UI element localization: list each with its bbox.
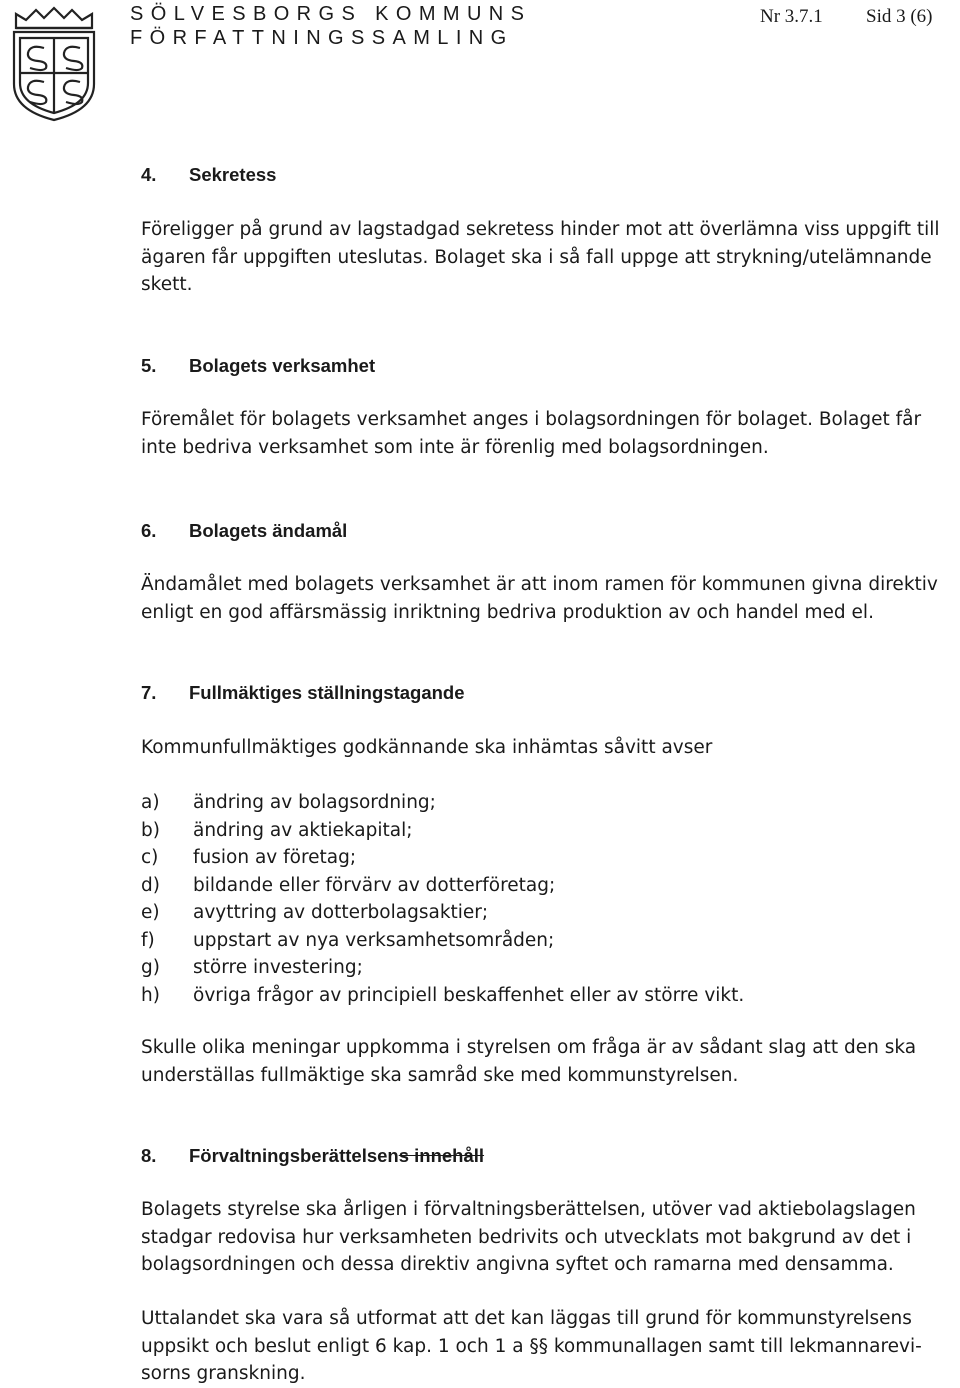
header-org-line1: SÖLVESBORGS KOMMUNS [130,3,532,25]
list-item [141,817,744,845]
list-item-letter: d) [141,874,160,896]
list-item [141,927,744,955]
paragraph-line: Föremålet för bolagets verksamhet anges i bolagsordningen för bolaget. Bolaget får [141,409,922,430]
list-item-letter: b) [141,819,160,841]
list-item-letter: f) [141,929,155,951]
paragraph-line: Skulle olika meningar uppkomma i styrelsen om fråga är av sådant slag att den ska [141,1037,917,1058]
list-item [141,789,744,817]
section-title: Bolagets verksamhet [189,355,376,376]
section-4-heading [141,164,276,186]
paragraph-line: bolagsordningen och dessa direktiv angivna syftet och ramarna med densamma. [141,1254,894,1275]
section-4-paragraph [141,216,940,299]
section-6-heading [141,520,347,542]
paragraph-line: Bolagets styrelse ska årligen i förvaltningsberättelsen, utöver vad aktiebolagslagen [141,1199,916,1220]
section-8-heading [141,1145,484,1167]
section-title: Bolagets ändamål [189,520,348,541]
list-item-text: uppstart av nya verksamhetsområden; [193,929,555,951]
section-title-struck: s innehåll [398,1145,485,1166]
section-number: 6. [141,520,157,541]
paragraph-line: Föreligger på grund av lagstadgad sekretess hinder mot att överlämna viss uppgift till [141,219,940,240]
list-item-letter: e) [141,902,160,923]
list-item-text: bildande eller förvärv av dotterföretag; [193,874,556,896]
paragraph-line: ägaren får uppgiften uteslutas. Bolaget ska i så fall uppge att strykning/utelämnande [141,246,932,268]
section-number: 5. [141,355,157,376]
section-7-heading [141,682,465,704]
paragraph-line: enligt en god affärsmässig inriktning bedriva produktion av och handel med el. [141,601,874,623]
list-item [141,872,744,900]
paragraph-line: Uttalandet ska vara så utformat att det kan läggas till grund för kommunstyrelsens [141,1308,912,1329]
document-number: Nr 3.7.1 [760,6,823,27]
municipal-crest-icon [8,6,100,122]
paragraph-line: stadgar redovisa hur verksamheten bedrivits och utvecklats mot bakgrund av det i [141,1226,912,1248]
section-7-closing [141,1034,916,1089]
section-number: 8. [141,1145,157,1166]
section-title: Förvaltningsberättelsen [189,1145,399,1166]
page-indicator: Sid 3 (6) [866,6,933,27]
section-title: Sekretess [189,164,277,185]
list-item-letter: a) [141,792,160,813]
paragraph-line: skett. [141,274,193,295]
list-item-text: större investering; [193,957,363,978]
list-item-text: avyttring av dotterbolagsaktier; [193,902,489,923]
list-item-letter: h) [141,984,160,1006]
list-item-letter: g) [141,957,160,978]
list-item [141,844,744,872]
section-title: Fullmäktiges ställningstagande [189,682,465,703]
section-8-paragraph-1 [141,1196,916,1279]
section-5-heading [141,355,375,377]
list-item-text: övriga frågor av principiell beskaffenhet eller av större vikt. [193,984,745,1006]
paragraph-line: Ändamålet med bolagets verksamhet är att inom ramen för kommunen givna direktiv [141,574,938,595]
list-item-text: ändring av aktiekapital; [193,819,413,841]
section-6-paragraph [141,571,938,626]
section-number: 7. [141,682,157,703]
section-7-list [141,789,744,1009]
paragraph-line: inte bedriva verksamhet som inte är förenlig med bolagsordningen. [141,436,769,458]
list-item [141,899,744,927]
list-item [141,954,744,982]
section-number: 4. [141,164,157,185]
list-item-text: ändring av bolagsordning; [193,792,436,813]
document-header-organisation [130,2,531,50]
paragraph-line: underställas fullmäktige ska samråd ske med kommunstyrelsen. [141,1064,739,1086]
list-item-letter: c) [141,847,159,868]
paragraph-line: uppsikt och beslut enligt 6 kap. 1 och 1 a §§ kommunallagen samt till lekmannarevi- [141,1335,922,1357]
section-5-paragraph [141,406,921,461]
paragraph-line: sorns granskning. [141,1363,306,1384]
header-org-line2: FÖRFATTNINGSSAMLING [130,27,514,49]
section-8-paragraph-2 [141,1305,922,1388]
list-item-text: fusion av företag; [193,847,357,868]
section-7-intro: Kommunfullmäktiges godkännande ska inhämtas såvitt avser [141,737,713,758]
list-item [141,982,744,1010]
